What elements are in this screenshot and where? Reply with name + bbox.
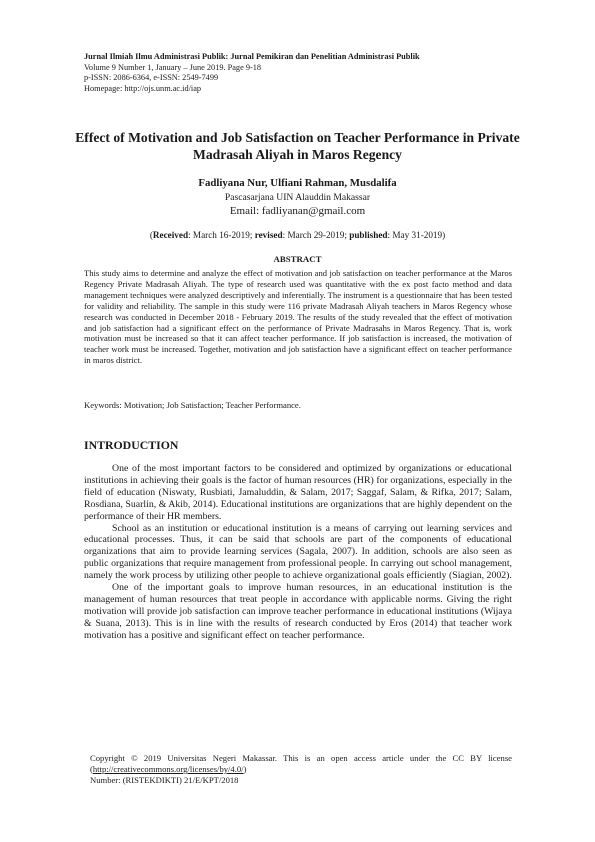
paper-authors: Fadliyana Nur, Ulfiani Rahman, Musdalifa bbox=[198, 177, 397, 189]
received-label: Received bbox=[152, 230, 189, 240]
author-affiliation: Pascasarjana UIN Alauddin Makassar bbox=[224, 192, 371, 203]
copyright-text: Copyright © 2019 Universitas Negeri Makassar. This is an open access article under the CC BY license ( bbox=[90, 753, 512, 774]
author-email: Email: fadliyanan@gmail.com bbox=[229, 205, 366, 217]
dates-open: ( bbox=[149, 230, 153, 240]
abstract-heading: ABSTRACT bbox=[273, 254, 322, 264]
revised-date: : March 29-2019; bbox=[282, 230, 350, 240]
introduction-heading: INTRODUCTION bbox=[84, 438, 179, 452]
published-label: published bbox=[349, 230, 388, 240]
revised-label: revised bbox=[254, 230, 283, 240]
copyright-line bbox=[90, 753, 512, 775]
paragraph: One of the important goals to improve human resources, in an educational institution is the management of human resources that treat people in accordance with applicable norms. Giving the right motivation will provide job satisfaction can improve teacher performance in educational institutions (Wijaya & Suana, 2013). This is in line with the results of research conducted by Eros (2014) that teacher work motivation has a positive and significant effect on teacher performance. bbox=[84, 582, 512, 641]
published-date: : May 31-2019) bbox=[387, 230, 446, 240]
journal-volume: Volume 9 Number 1, January – June 2019. Page 9-18 bbox=[84, 62, 262, 72]
ristekdikti-number: Number: (RISTEKDIKTI) 21/E/KPT/2018 bbox=[90, 775, 239, 785]
journal-name: Jurnal Ilmiah Ilmu Administrasi Publik: Jurnal Pemikiran dan Penelitian Administrasi Publik bbox=[84, 52, 420, 61]
abstract-text: This study aims to determine and analyze the effect of motivation and job satisfaction on teacher performance at the Maros Regency Private Madrasah Aliyah. The type of research used was quantitative with the ex post facto method and data management techniques were analyzed descriptively and inferentially. The instrument is a questionnaire that has been tested for validity and reliability. The sample in this study were 116 private Madrasah Aliyah teachers in Maros Regency whose research was conducted in December 2018 - February 2019. The results of the study revealed that the effect of motivation and job satisfaction had a significant effect on the performance of Private Madrasahs in Maros Regency. That is, work motivation must be increased so that it can affect teacher performance. If job satisfaction is increased, the motivation of teacher work must be increased. Together, motivation and job satisfaction have a significant effect on teacher performance in maros district. bbox=[84, 268, 512, 366]
paper-title: Effect of Motivation and Job Satisfaction on Teacher Performance in Private Madrasah Aliyah in Maros Regency bbox=[75, 130, 520, 162]
license-link[interactable]: http://creativecommons.org/licenses/by/4.0/ bbox=[92, 764, 244, 774]
copyright-close: ) bbox=[243, 764, 247, 774]
article-dates bbox=[60, 230, 535, 240]
received-date: : March 16-2019; bbox=[188, 230, 255, 240]
journal-header bbox=[84, 52, 524, 94]
copyright-footer bbox=[90, 753, 512, 786]
paragraph: School as an institution or educational institution is a means of carrying out learning services and educational processes. Thus, it can be said that schools are part of the components of educational organizations that aim to provide learning services (Sagala, 2007). In addition, schools are also seen as public organizations that require management from professional people. In carrying out school management, namely the work process by utilizing other people to achieve organizational goals efficiently (Siagian, 2002). bbox=[84, 522, 512, 582]
journal-issn: p-ISSN: 2086-6364, e-ISSN: 2549-7499 bbox=[84, 73, 219, 83]
keywords: Keywords: Motivation; Job Satisfaction; Teacher Performance. bbox=[84, 400, 301, 410]
introduction-body bbox=[84, 463, 512, 642]
journal-homepage: Homepage: http://ojs.unm.ac.id/iap bbox=[84, 83, 202, 93]
paragraph: One of the most important factors to be considered and optimized by organizations or educational institutions in achieving their goals is the factor of human resources (HR) for organizations, especially in the field of education (Niswaty, Rusbiati, Jamaluddin, & Salam, 2017; Saggaf, Salam, & Rifka, 2017; Salam, Rosdiana, Suarlin, & Akib, 2014). Educational institutions are organizations that are highly dependent on the performance of their HR members. bbox=[84, 463, 512, 522]
